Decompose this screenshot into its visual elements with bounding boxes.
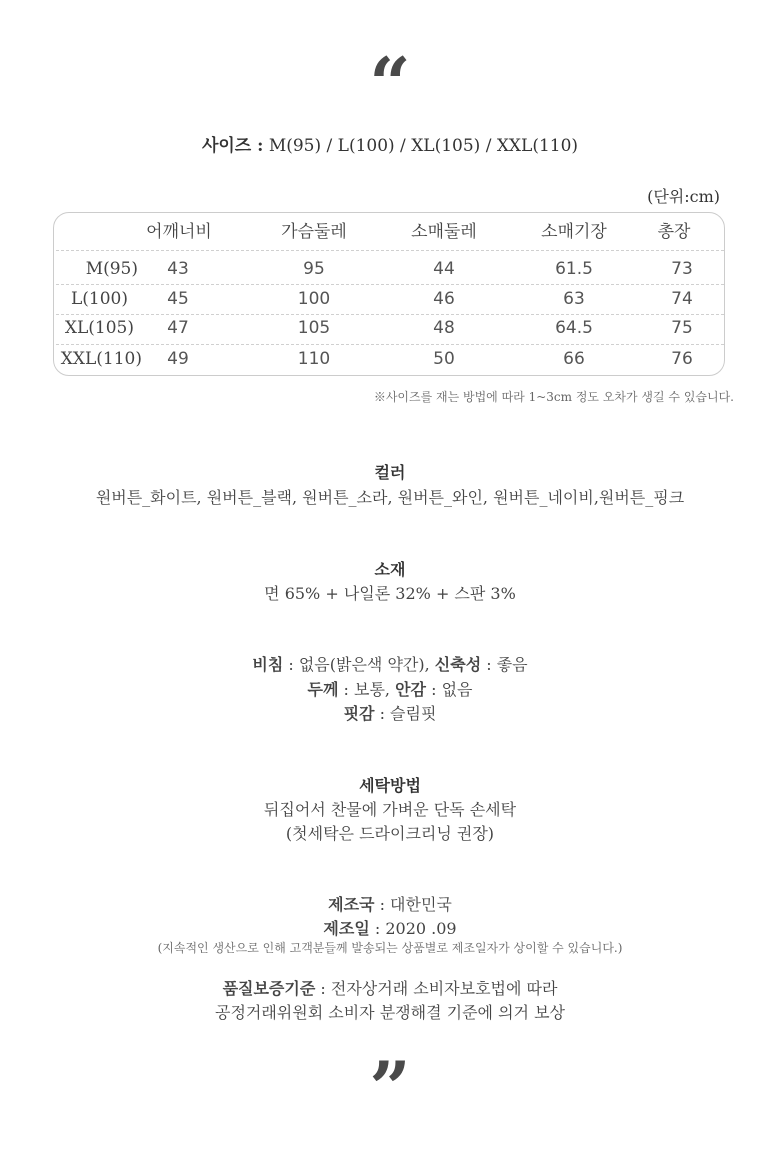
value-cell: 76: [671, 349, 693, 369]
material-title: 소재: [374, 560, 406, 579]
manufacture-note: (지속적인 생산으로 인해 고객분들께 발송되는 상품별로 제조일자가 상이할 수 있습니다.): [157, 941, 623, 955]
warranty-label: 품질보증기준: [222, 979, 316, 998]
fit-value: : 슬림핏: [374, 704, 437, 723]
washing-line1: 뒤집어서 찬물에 가벼운 단독 손세탁: [263, 800, 517, 819]
header-shoulder: 어깨너비: [146, 222, 212, 242]
country-value: : 대한민국: [374, 895, 452, 914]
size-cell: L(100): [70, 289, 128, 309]
value-cell: 61.5: [555, 259, 593, 279]
warranty-text1: : 전자상거래 소비자보호법에 따라: [315, 979, 558, 998]
value-cell: 45: [167, 289, 189, 309]
value-cell: 110: [297, 349, 331, 369]
value-cell: 75: [671, 318, 693, 338]
value-cell: 43: [167, 259, 189, 279]
header-sleeve-length: 소매기장: [541, 222, 607, 242]
table-row: [54, 344, 726, 374]
header-total-length: 총장: [657, 222, 691, 242]
value-cell: 47: [167, 318, 189, 338]
size-table: [53, 212, 725, 376]
value-cell: 64.5: [555, 318, 593, 338]
value-cell: 100: [297, 289, 331, 309]
washing-line2: (첫세탁은 드라이크리닝 권장): [285, 824, 495, 843]
value-cell: 95: [303, 259, 325, 279]
value-cell: 73: [671, 259, 693, 279]
value-cell: 74: [671, 289, 693, 309]
value-cell: 48: [433, 318, 455, 338]
sheer-label: 비침: [252, 655, 284, 674]
color-list: 원버튼_화이트, 원버튼_블랙, 원버튼_소라, 원버튼_와인, 원버튼_네이비,원버튼_핑크: [95, 488, 685, 507]
thickness-label: 두께: [307, 680, 339, 699]
header-chest: 가슴둘레: [281, 222, 347, 242]
country-line: [0, 892, 780, 915]
thickness-lining-line: [0, 677, 780, 700]
size-values: M(95) / L(100) / XL(105) / XXL(110): [268, 136, 579, 156]
thickness-value: : 보통,: [338, 680, 396, 699]
date-line: [0, 916, 780, 939]
stretch-value: : 좋음: [481, 655, 528, 674]
value-cell: 46: [433, 289, 455, 309]
value-cell: 66: [563, 349, 585, 369]
lining-label: 안감: [395, 680, 426, 699]
open-quote-icon: “: [369, 41, 411, 126]
washing-title: 세탁방법: [359, 776, 421, 795]
date-value: : 2020 .09: [369, 919, 457, 938]
stretch-label: 신축성: [434, 655, 482, 674]
size-cell: M(95): [85, 259, 138, 279]
fit-line: [0, 701, 780, 724]
warranty-line2: 공정거래위원회 소비자 분쟁해결 기준에 의거 보상: [214, 1003, 565, 1022]
color-title: 컬러: [374, 463, 406, 482]
table-row: [54, 254, 726, 284]
measurement-note: ※사이즈를 재는 방법에 따라 1~3cm 정도 오차가 생길 수 있습니다.: [373, 390, 734, 404]
size-cell: XL(105): [64, 318, 134, 338]
warranty-line1: [0, 976, 780, 999]
divider: [56, 250, 724, 251]
lining-value: : 없음: [426, 680, 473, 699]
table-row: [54, 313, 726, 343]
value-cell: 44: [433, 259, 455, 279]
size-label: 사이즈 :: [201, 136, 264, 156]
date-label: 제조일: [323, 919, 370, 938]
close-quote-icon: ”: [369, 1045, 411, 1130]
material-text: 면 65% + 나일론 32% + 스판 3%: [264, 584, 516, 603]
value-cell: 63: [563, 289, 585, 309]
fit-label: 핏감: [343, 704, 375, 723]
table-header-row: [54, 217, 726, 247]
sheer-value: : 없음(밝은색 약간),: [283, 655, 435, 674]
sheer-stretch-line: [0, 652, 780, 675]
size-cell: XXL(110): [60, 349, 142, 369]
value-cell: 49: [167, 349, 189, 369]
value-cell: 105: [297, 318, 331, 338]
country-label: 제조국: [328, 895, 375, 914]
size-options: [0, 131, 780, 156]
header-sleeve-circ: 소매둘레: [411, 222, 477, 242]
table-row: [54, 284, 726, 314]
value-cell: 50: [433, 349, 455, 369]
unit-label: (단위:cm): [647, 187, 720, 206]
